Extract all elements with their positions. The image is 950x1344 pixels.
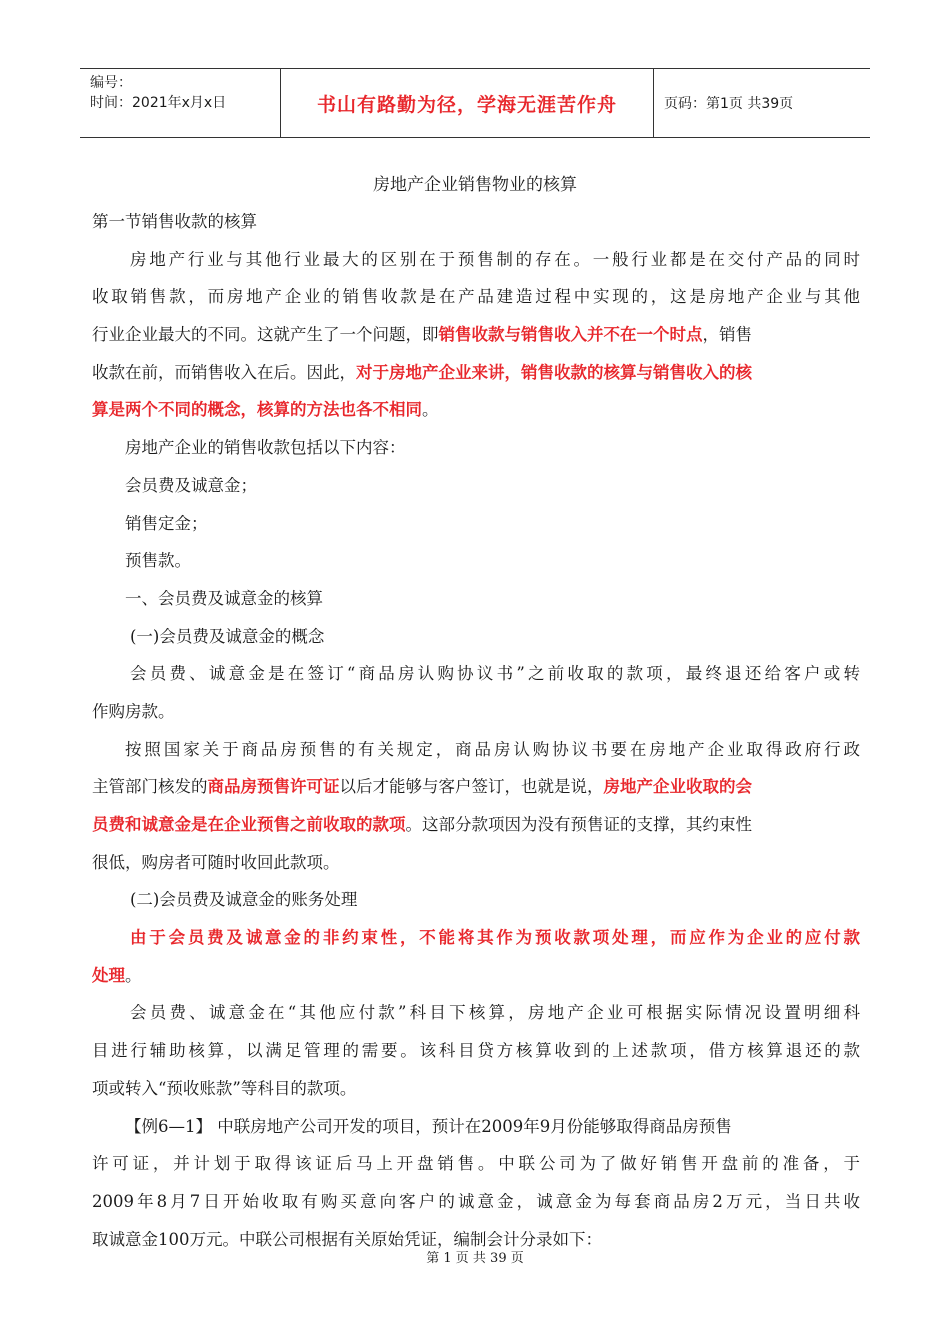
text-run: 收款在前，而销售收入在后。因此， xyxy=(92,362,356,382)
paragraph-line: 很低，购房者可随时收回此款项。 xyxy=(92,852,340,872)
document-body xyxy=(92,203,860,1258)
highlight-text: 算是两个不同的概念，核算的方法也各不相同 xyxy=(92,400,422,420)
paragraph-line xyxy=(92,354,860,392)
list-item: 预售款。 xyxy=(125,551,191,571)
page-footer: 第 1 页 共 39 页 xyxy=(426,1251,524,1266)
list-item: 销售定金； xyxy=(125,513,208,533)
paragraph-line: 会员费、诚意金在“其他应付款”科目下核算，房地产企业可根据实际情况设置明细科 xyxy=(130,1003,860,1023)
highlight-text: 销售收款与销售收入并不在一个时点 xyxy=(438,325,703,345)
highlight-text: 处理 xyxy=(92,965,125,985)
text-run: 。这部分款项因为没有预售证的支撑，其约束性 xyxy=(405,815,752,834)
highlight-text: 房地产企业收取的会 xyxy=(603,777,752,797)
text-run: 。 xyxy=(125,965,142,985)
paragraph-line: 目进行辅助核算，以满足管理的需要。该科目贷方核算收到的上述款项，借方核算退还的款 xyxy=(92,1041,860,1061)
paragraph-line xyxy=(92,806,860,844)
highlight-text: 员费和诚意金是在企业预售之前收取的款项 xyxy=(92,815,406,834)
paragraph-line xyxy=(92,316,860,354)
example-line: 许可证，并计划于取得该证后马上开盘销售。中联公司为了做好销售开盘前的准备，于 xyxy=(92,1154,860,1174)
paragraph-line: 房地产企业的销售收款包括以下内容： xyxy=(125,438,406,458)
highlight-text: 商品房预售许可证 xyxy=(207,777,340,797)
text-run: 行业企业最大的不同。这就产生了一个问题，即 xyxy=(92,325,439,345)
text-run: ，销售 xyxy=(702,325,752,345)
document-date: 时间：2021年x月x日 xyxy=(90,95,227,111)
paragraph-line xyxy=(92,957,860,995)
list-item: 会员费及诚意金； xyxy=(125,475,257,495)
paragraph-line: 会员费、诚意金是在签订“商品房认购协议书”之前收取的款项，最终退还给客户或转 xyxy=(130,664,860,684)
paragraph-line xyxy=(92,391,860,429)
page-header xyxy=(80,68,870,138)
document-number: 编号： xyxy=(90,75,132,91)
paragraph-line: 收取销售款，而房地产企业的销售收款是在产品建造过程中实现的，这是房地产企业与其他 xyxy=(92,287,860,307)
text-run: 主管部门核发的 xyxy=(92,777,208,797)
header-page-info: 页码：第1页 共39页 xyxy=(664,96,794,112)
subsection-heading: 一、会员费及诚意金的核算 xyxy=(125,588,323,608)
subsection-heading: (一)会员费及诚意金的概念 xyxy=(130,626,325,646)
example-line: 【例6—1】 中联房地产公司开发的项目，预计在2009年9月份能够取得商品房预售 xyxy=(125,1116,732,1136)
text-run: 以后才能够与客户签订，也就是说， xyxy=(339,777,604,797)
subsection-heading: (二)会员费及诚意金的账务处理 xyxy=(130,890,358,910)
highlight-text: 对于房地产企业来讲，销售收款的核算与销售收入的核 xyxy=(356,362,752,382)
paragraph-line: 作购房款。 xyxy=(92,701,175,721)
header-motto: 书山有路勤为径，学海无涯苦作舟 xyxy=(281,69,654,137)
text-run: 。 xyxy=(422,400,439,420)
paragraph-line: 房地产行业与其他行业最大的区别在于预售制的存在。一般行业都是在交付产品的同时 xyxy=(130,249,860,269)
highlight-text: 由于会员费及诚意金的非约束性，不能将其作为预收款项处理，而应作为企业的应付款 xyxy=(130,928,860,948)
paragraph-line: 项或转入“预收账款”等科目的款项。 xyxy=(92,1078,357,1098)
paragraph-line xyxy=(92,768,860,806)
paragraph-line: 按照国家关于商品房预售的有关规定，商品房认购协议书要在房地产企业取得政府行政 xyxy=(125,739,860,759)
header-meta xyxy=(80,69,281,137)
example-line: 2009年8月7日开始收取有购买意向客户的诚意金，诚意金为每套商品房2万元，当日共收 xyxy=(92,1191,860,1211)
section-heading: 第一节销售收款的核算 xyxy=(92,212,257,231)
document-title: 房地产企业销售物业的核算 xyxy=(373,175,577,195)
example-line: 取诚意金100万元。中联公司根据有关原始凭证，编制会计分录如下： xyxy=(92,1229,602,1249)
